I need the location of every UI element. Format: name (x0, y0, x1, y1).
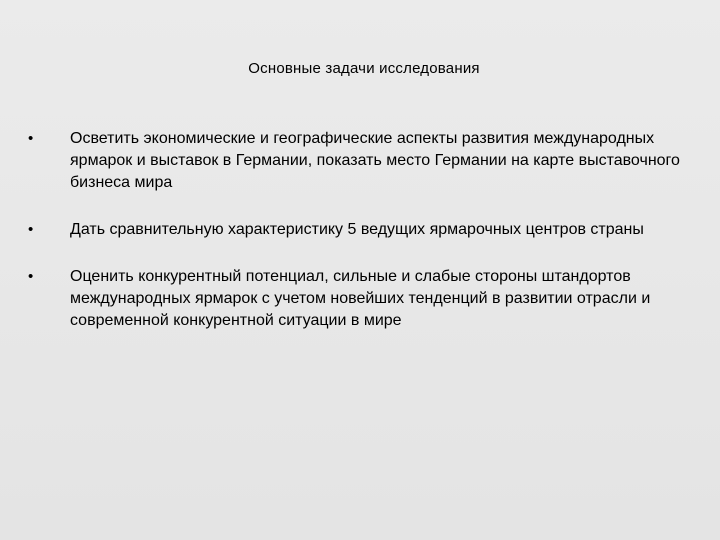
bullet-icon: • (28, 130, 34, 147)
bullet-icon: • (28, 268, 34, 285)
slide-title: Основные задачи исследования (248, 60, 480, 77)
bullet-item (28, 128, 688, 194)
bullet-list (28, 128, 688, 332)
bullet-text: Оценить конкурентный потенциал, сильные и слабые стороны штандортов международных ярмарок с учетом новейших тенденций в развитии отрасли и современной конкурентной ситуации в мире (70, 268, 651, 329)
bullet-item (28, 266, 688, 332)
bullet-text: Осветить экономические и географические аспекты развития международных ярмарок и выставок в Германии, показать место Германии на карте выставочного бизнеса мира (70, 130, 680, 191)
bullet-icon: • (28, 221, 34, 238)
bullet-text: Дать сравнительную характеристику 5 ведущих ярмарочных центров страны (70, 221, 644, 238)
bullet-item (28, 219, 688, 241)
